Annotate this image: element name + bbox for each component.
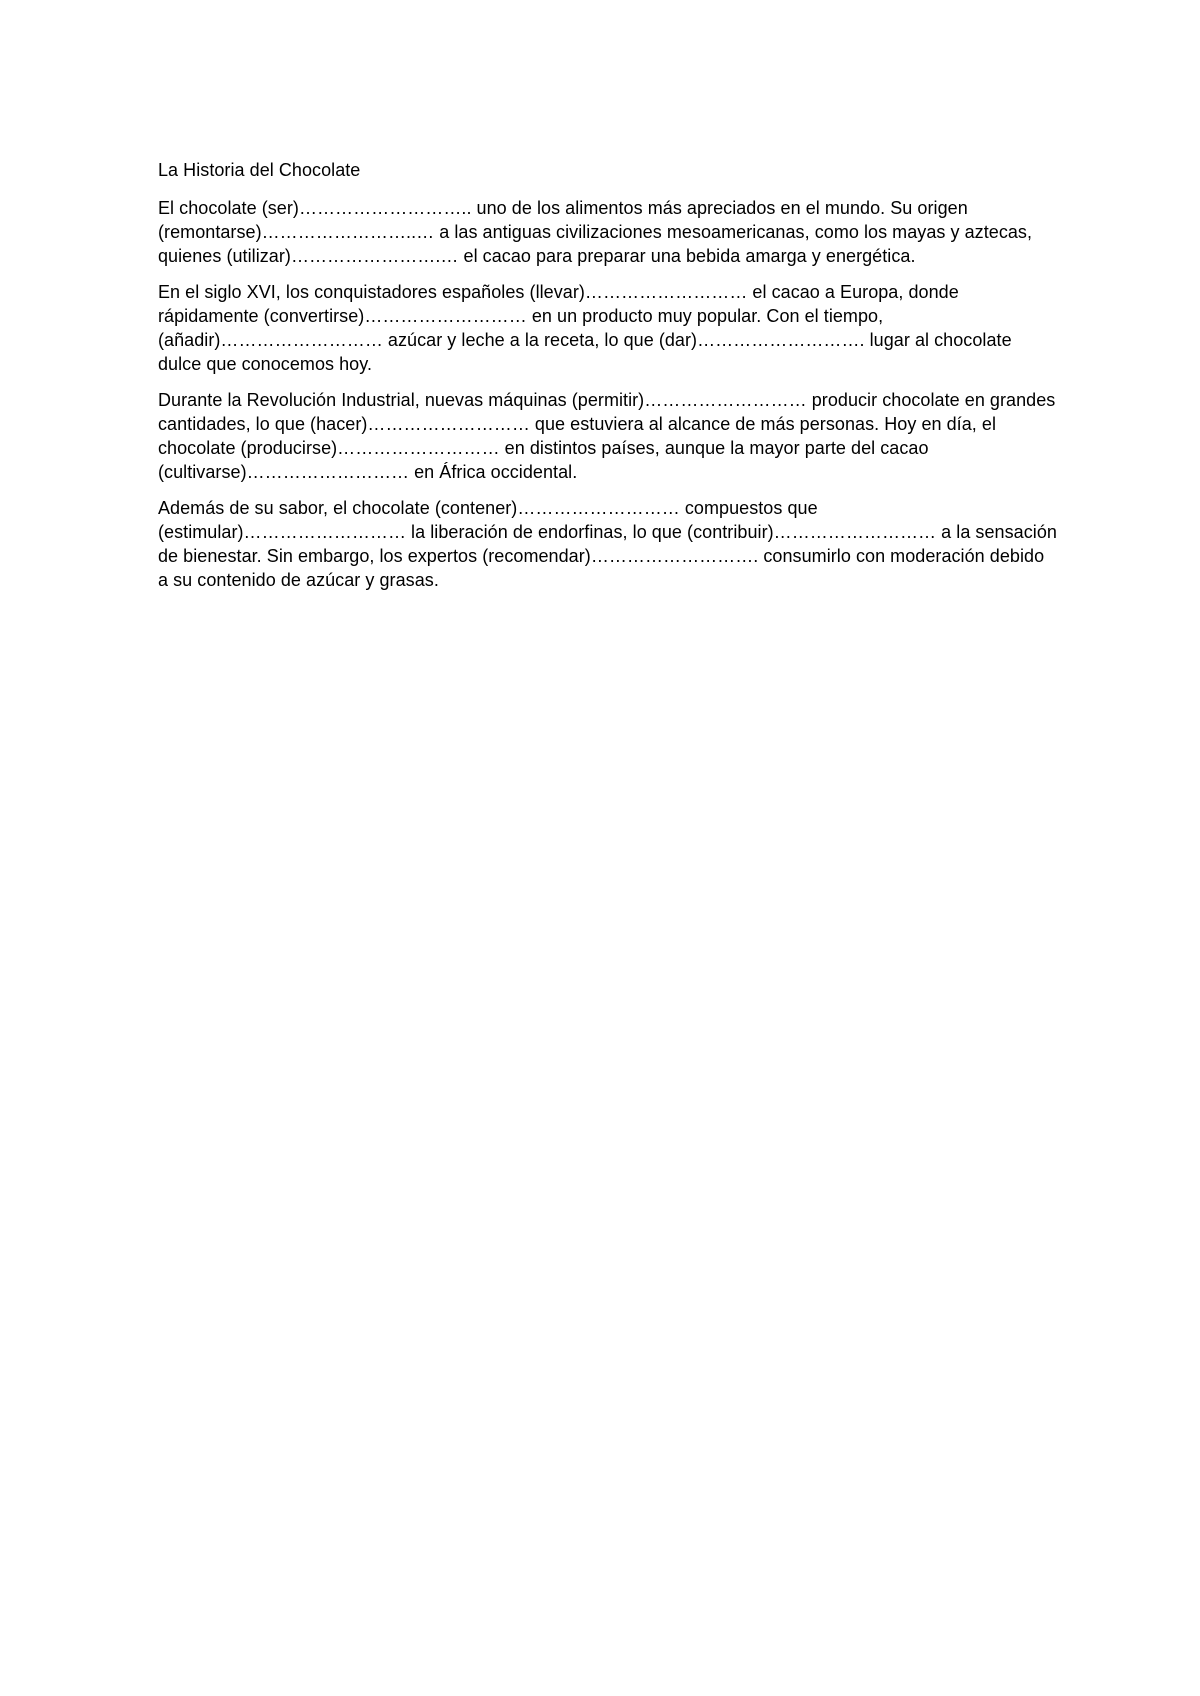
document-body <box>158 158 1058 604</box>
document-title: La Historia del Chocolate <box>158 160 361 180</box>
paragraph-europe: En el siglo XVI, los conquistadores españoles (llevar)……………………… el cacao a Europa, donde rápidamente (convertirse)……………………… en un producto muy popular. Con el tiempo, (añadir)……………………… azúcar y leche a la receta, lo que (dar)………………………. lugar al chocolate dulce que conocemos hoy. <box>158 282 1012 374</box>
paragraph-industrial: Durante la Revolución Industrial, nuevas máquinas (permitir)……………………… producir chocolate en grandes cantidades, lo que (hacer)……………………… que estuviera al alcance de más personas. Hoy en día, el chocolate (producirse)……………………… en distintos países, aunque la mayor parte del cacao (cultivarse)……………………… en África occidental. <box>158 390 1056 482</box>
paragraph-origin: El chocolate (ser)……………………….. uno de los alimentos más apreciados en el mundo. Su origen (remontarse)……………………..… a las antiguas civilizaciones mesoamericanas, como los mayas y aztecas, quienes (utilizar)…………………….… el cacao para preparar una bebida amarga y energética. <box>158 198 1033 266</box>
paragraph-health: Además de su sabor, el chocolate (contener)……………………… compuestos que (estimular)……………………… la liberación de endorfinas, lo que (contribuir)……………………… a la sensación de bienestar. Sin embargo, los expertos (recomendar)………………………. consumirlo con moderación debido a su contenido de azúcar y grasas. <box>158 498 1057 590</box>
